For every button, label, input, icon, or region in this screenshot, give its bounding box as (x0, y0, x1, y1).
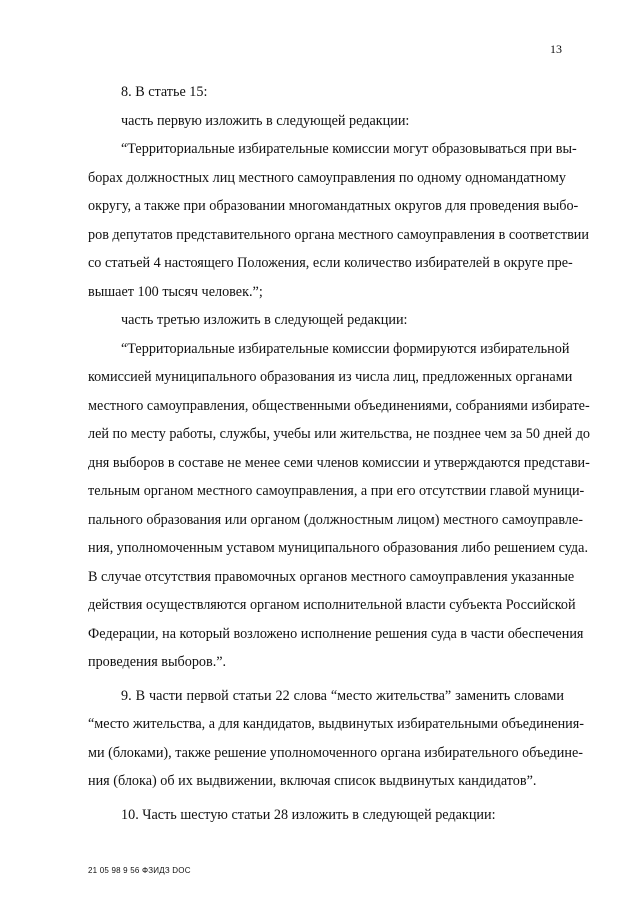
text-line: “Территориальные избирательные комиссии формируются избирательной (121, 340, 570, 357)
text-line: проведения выборов.”. (88, 654, 227, 670)
text-line: действия осуществляются органом исполнительной власти субъекта Российской (88, 597, 576, 613)
text-line: со статьей 4 настоящего Положения, если количество избирателей в округе пре- (88, 255, 573, 271)
text-line: округу, а также при образовании многомандатных округов для проведения выбо- (88, 198, 579, 214)
text-line: пального образования или органом (должностным лицом) местного самоуправле- (88, 511, 583, 528)
text-line: дня выборов в составе не менее семи членов комиссии и утверждаются представи- (88, 454, 590, 471)
text-line: комиссией муниципального образования из числа лиц, предложенных органами (88, 369, 573, 385)
text-line: “место жительства, а для кандидатов, выдвинутых избирательными объединения- (88, 716, 585, 732)
text-line: местного самоуправления, общественными объединениями, собраниями избирате- (88, 397, 590, 414)
text-line: ния (блока) об их выдвижении, включая список выдвинутых кандидатов”. (88, 773, 537, 789)
text-line: тельным органом местного самоуправления, а при его отсутствии главой муници- (88, 483, 585, 499)
text-line: Федерации, на который возложено исполнение решения суда в части обеспечения (88, 625, 584, 642)
page-number: 13 (550, 42, 562, 56)
text-line: ми (блоками), также решение уполномоченного органа избирательного объедине- (88, 744, 583, 761)
text-line: часть первую изложить в следующей редакции: (121, 112, 410, 129)
text-line: В случае отсутствия правомочных органов местного самоуправления указанные (88, 568, 575, 585)
document-body (88, 78, 591, 829)
text-line: борах должностных лиц местного самоуправления по одному одномандатному (88, 169, 567, 186)
text-line: 9. В части первой статьи 22 слова “место жительства” заменить словами (121, 687, 564, 704)
text-line: ния, уполномоченным уставом муниципального образования либо решением суда. (88, 540, 588, 556)
text-line: 10. Часть шестую статьи 28 изложить в следующей редакции: (121, 806, 496, 823)
text-line: часть третью изложить в следующей редакции: (121, 312, 408, 328)
text-line: лей по месту работы, службы, учебы или жительства, не позднее чем за 50 дней до (88, 426, 591, 442)
text-line: ров депутатов представительного органа местного самоуправления в соответствии (88, 226, 589, 243)
text-line: “Территориальные избирательные комиссии могут образовываться при вы- (121, 141, 577, 157)
text-line: вышает 100 тысяч человек.”; (88, 283, 263, 300)
footer-file-stamp: 21 05 98 9 56 ФЗИДЗ DOC (88, 866, 191, 875)
text-line: 8. В статье 15: (121, 84, 208, 100)
